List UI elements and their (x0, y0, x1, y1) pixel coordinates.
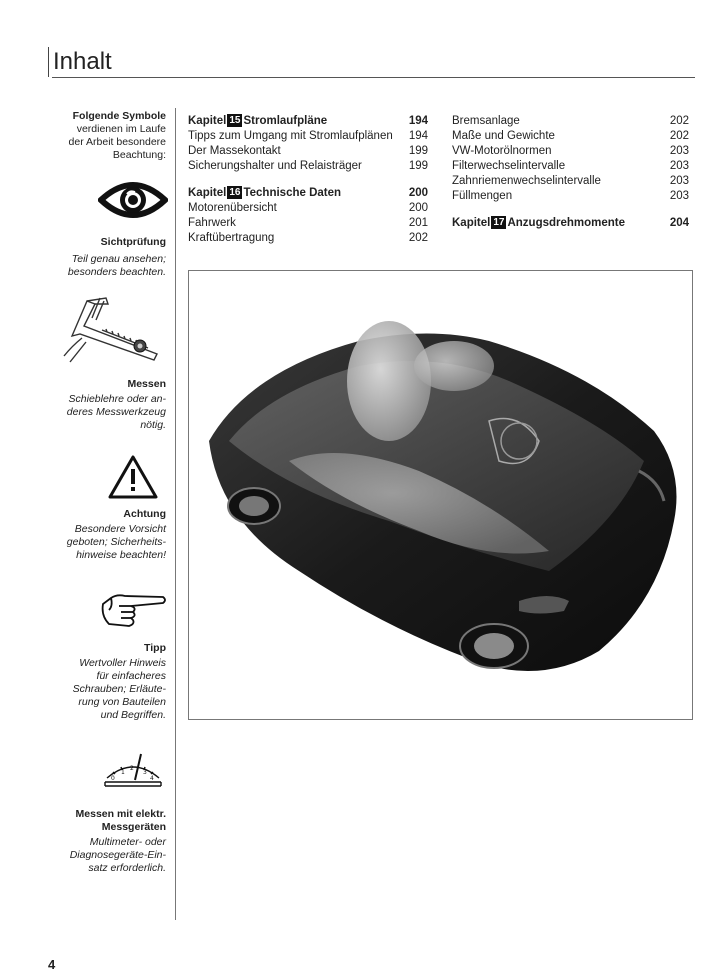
toc-item-label: Maße und Gewichte (452, 130, 555, 142)
toc-item[interactable] (452, 114, 689, 129)
toc-item[interactable] (452, 189, 689, 204)
toc-item-label: Bremsanlage (452, 115, 520, 127)
toc-item-page: 201 (408, 217, 428, 229)
caliper-icon (62, 296, 172, 366)
symbol-name: Messen mit elektr. (75, 808, 166, 820)
symbol-name: Tipp (144, 642, 166, 654)
chapter-page: 204 (669, 217, 689, 229)
toc-item-page: 203 (669, 160, 689, 172)
toc-item[interactable] (188, 231, 428, 246)
svg-text:1: 1 (121, 769, 125, 776)
symbol-desc-line: für einfacheres (96, 670, 166, 682)
symbol-desc-line: deres Messwerkzeug (66, 406, 166, 418)
symbol-desc-line: besonders beachten. (67, 266, 166, 278)
symbol-desc-line: und Begriffen. (100, 709, 166, 721)
symbol-desc-line: Diagnosegeräte-Ein- (69, 849, 166, 861)
toc-item[interactable] (188, 201, 428, 216)
svg-text:3: 3 (143, 769, 147, 776)
svg-text:4: 4 (150, 775, 154, 782)
chapter-title: Technische Daten (243, 187, 342, 199)
svg-text:2: 2 (130, 765, 134, 772)
symbol-messen-elektr (40, 750, 166, 875)
toc-item-label: Kraftübertragung (188, 232, 275, 244)
toc-item-label: Sicherungshalter und Relaisträger (188, 160, 362, 172)
legend-intro-heading: Folgende Symbole (72, 110, 166, 122)
toc-chapter-16[interactable] (188, 186, 428, 201)
legend-intro-line: der Arbeit besondere (68, 136, 166, 148)
symbol-desc-line: Wertvoller Hinweis (79, 657, 166, 669)
toc-item-label: Füllmengen (452, 190, 513, 202)
symbol-desc-line: geboten; Sicherheits- (66, 536, 166, 548)
symbol-desc-line: Schrauben; Erläute- (72, 683, 166, 695)
title-rule (52, 77, 695, 78)
chapter-page: 194 (408, 115, 428, 127)
toc-item-page: 202 (669, 130, 689, 142)
symbol-name: Achtung (123, 508, 166, 520)
toc-item-label: Zahnriemenwechselintervalle (452, 175, 601, 187)
symbol-desc-line: Besondere Vorsicht (74, 523, 166, 535)
eye-icon (98, 176, 168, 224)
symbol-name: Messen (127, 378, 166, 390)
pointing-hand-icon (97, 590, 169, 630)
symbol-desc-line: rung von Bauteilen (78, 696, 166, 708)
car-airbag-illustration (189, 271, 692, 719)
toc-column-2 (452, 114, 689, 231)
legend-intro (40, 110, 166, 162)
toc-item-page: 203 (669, 145, 689, 157)
chapter-number-badge: 15 (229, 115, 241, 126)
car-illustration-frame (188, 270, 693, 720)
chapter-word: Kapitel (452, 217, 491, 229)
legend-intro-line: verdienen im Laufe (76, 123, 166, 135)
toc-item-label: Der Massekontakt (188, 145, 281, 157)
page-title: Inhalt (48, 47, 112, 77)
chapter-title: Stromlaufpläne (243, 115, 328, 127)
gauge-meter-icon (101, 750, 165, 790)
toc-item-page: 199 (408, 145, 428, 157)
page-number: 4 (48, 957, 56, 972)
symbol-achtung (40, 454, 166, 562)
symbol-desc-line: hinweise beachten! (76, 549, 166, 561)
warning-triangle-icon (107, 454, 159, 500)
toc-item-label: VW-Motorölnormen (452, 145, 552, 157)
toc-item[interactable] (452, 144, 689, 159)
sidebar-divider (175, 108, 176, 920)
toc-chapter-17[interactable] (452, 216, 689, 231)
toc-item[interactable] (188, 216, 428, 231)
toc-item[interactable] (452, 129, 689, 144)
chapter-number-badge: 17 (493, 217, 505, 228)
toc-item-page: 194 (408, 130, 428, 142)
symbol-desc-line: nötig. (140, 419, 166, 431)
symbol-legend-sidebar (40, 110, 166, 874)
toc-chapter-15[interactable] (188, 114, 428, 129)
toc-item[interactable] (188, 159, 428, 174)
toc-item[interactable] (452, 159, 689, 174)
chapter-number-badge: 16 (229, 187, 241, 198)
toc-item-label: Motorenübersicht (188, 202, 277, 214)
toc-item-page: 202 (669, 115, 689, 127)
toc-item-page: 200 (408, 202, 428, 214)
symbol-sichtpruefung (40, 176, 166, 279)
toc-item-page: 199 (408, 160, 428, 172)
symbol-name: Messgeräten (101, 821, 166, 833)
toc-item[interactable] (188, 129, 428, 144)
chapter-word: Kapitel (188, 187, 227, 199)
symbol-desc-line: Multimeter- oder (89, 836, 166, 848)
legend-intro-line: Beachtung: (112, 149, 166, 161)
symbol-tipp (40, 590, 166, 722)
toc-item-label: Fahrwerk (188, 217, 236, 229)
toc-item-page: 202 (408, 232, 428, 244)
chapter-page: 200 (408, 187, 428, 199)
toc-item-page: 203 (669, 190, 689, 202)
symbol-desc-line: Teil genau ansehen; (71, 253, 166, 265)
symbol-messen (40, 296, 166, 432)
toc-item-page: 203 (669, 175, 689, 187)
toc-column-1 (188, 114, 428, 246)
svg-text:0: 0 (111, 775, 115, 782)
chapter-word: Kapitel (188, 115, 227, 127)
symbol-desc-line: satz erforderlich. (88, 862, 166, 874)
symbol-desc-line: Schieblehre oder an- (68, 393, 166, 405)
toc-item[interactable] (188, 144, 428, 159)
chapter-title: Anzugsdrehmomente (507, 217, 626, 229)
toc-item-label: Filterwechselintervalle (452, 160, 566, 172)
symbol-name: Sichtprüfung (100, 236, 166, 248)
toc-item[interactable] (452, 174, 689, 189)
toc-item-label: Tipps zum Umgang mit Stromlaufplänen (188, 130, 393, 142)
